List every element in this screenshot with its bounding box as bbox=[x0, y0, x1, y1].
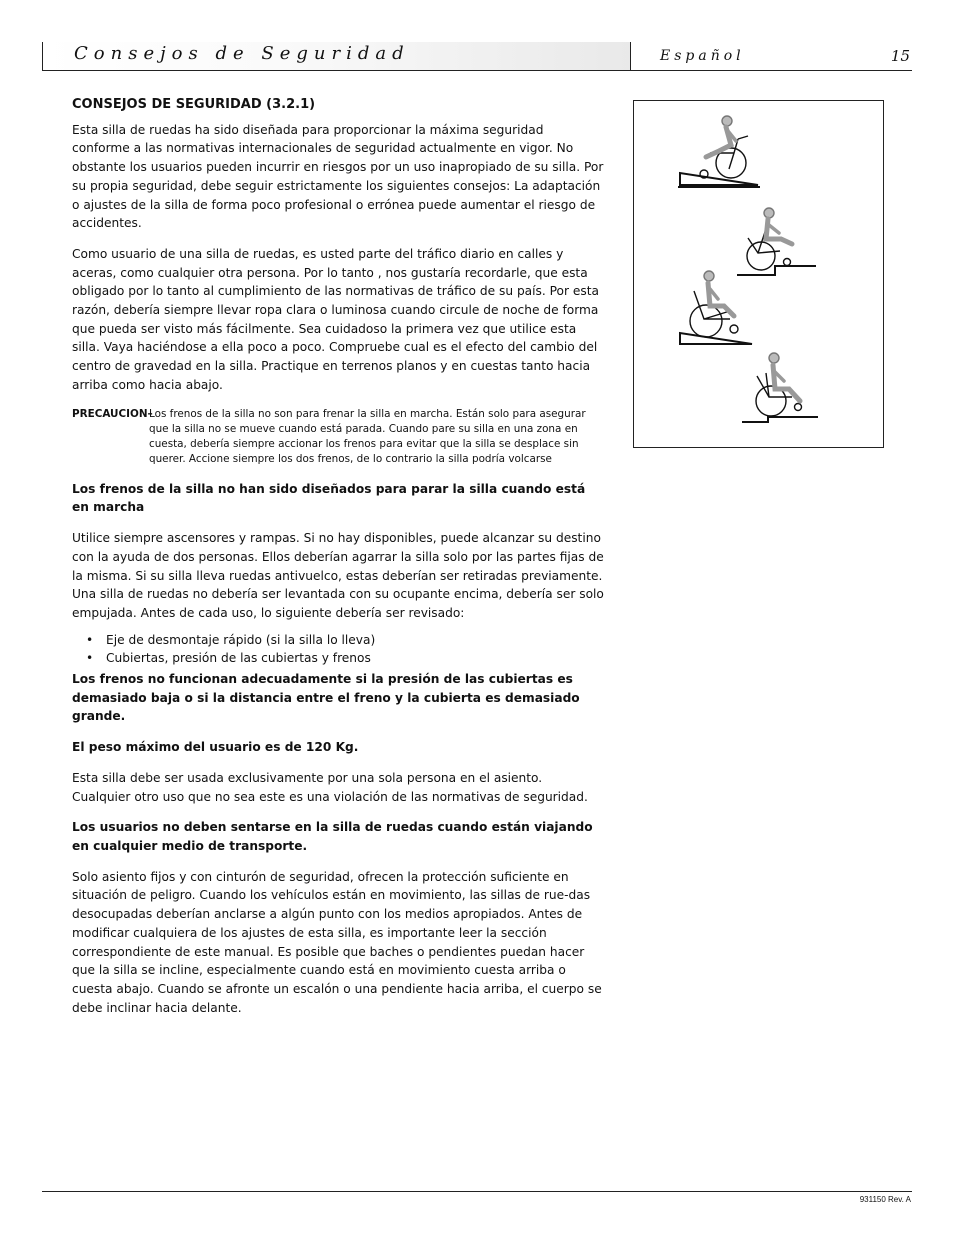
wheelchair-figures-svg bbox=[634, 101, 883, 447]
caution-label: PRECAUCION– bbox=[72, 407, 153, 420]
paragraph-traffic: Como usuario de una silla de ruedas, es usted parte del tráfico diario en calles y aceras, como cualquier otra persona. Por lo tanto , nos gustaría recordarle, que esta obligado por lo tanto al cumplimiento de las normativas de tráfico de su país. Por esta razón, debería siempre llevar ropa clara o luminosa cuando circule de noche de forma que pueda ser visto más fácilmente. Sea cuidadoso la primera vez que utilice esta silla. Vaya haciéndose a ella poco a poco. Compruebe cual es el efecto del cambio del centro de gravedad en la silla. Practique en terrenos planos y en cuestas tanto hacia arriba como hacia abajo. bbox=[72, 246, 599, 392]
paragraph-single-user: Esta silla debe ser usada exclusivamente por una sola persona en el asiento. Cualquier otro uso que no sea este es una violación de las normativas de seguridad. bbox=[72, 770, 588, 804]
paragraph-ramps: Utilice siempre ascensores y rampas. Si no hay disponibles, puede alcanzar su destino con la ayuda de dos personas. Ellos deberían agarrar la silla solo por las partes fijas de la misma. Si su silla lleva ruedas antivuelco, estas deberían ser retiradas previamente. Una silla de ruedas no debería ser levantada con su ocupante encima, debería ser solo empujada. Antes de cada uso, lo siguiente debería ser revisado: bbox=[72, 531, 604, 620]
paragraph-safety-seats: Solo asiento fijos y con cinturón de seguridad, ofrecen la protección suficiente en situación de peligro. Cuando los vehículos están en movimiento, las sillas de rue-das desocupadas deberían anclarse a algún punto con los medios apropiados. Antes de modificar cualquiera de los ajustes de esta silla, es importante leer la sección correspondiente de este manual. Es posible que baches o pendientes puedan hacer que la silla se incline, especialmente cuando está en movimiento cuesta arriba o cuesta abajo. Cuando se afronte un escalón o una pendiente hacia arriba, el cuerpo se debe inclinar hacia delante. bbox=[72, 869, 602, 1015]
paragraph-intro: Esta silla de ruedas ha sido diseñada para proporcionar la máxima seguridad conforme a las normativas internacionales de seguridad actualmente en vigor. No obstante los usuarios pueden incurrir en riesgos por un uso inapropiado de su silla. Por su propia seguridad, debe seguir estrictamente los siguientes consejos: La adaptación o ajustes de la silla de forma poco profesional o errónea puede aumentar el riesgo de accidentes. bbox=[72, 122, 604, 231]
figure-ramp-down bbox=[680, 271, 752, 344]
footer-rule bbox=[42, 1191, 912, 1192]
main-content bbox=[72, 96, 604, 1029]
caution-note bbox=[72, 407, 604, 468]
document-reference: 931150 Rev. A bbox=[859, 1195, 911, 1204]
section-title: CONSEJOS DE SEGURIDAD (3.2.1) bbox=[72, 97, 316, 112]
list-item: • Eje de desmontaje rápido (si la silla lo lleva) bbox=[86, 631, 604, 650]
figure-ramp-up bbox=[678, 116, 760, 187]
page-header-title: Consejos de Seguridad bbox=[74, 43, 410, 64]
wheelchair-illustration bbox=[633, 100, 884, 448]
header-language: Español bbox=[660, 48, 745, 64]
figure-kerb-down bbox=[742, 353, 818, 422]
header-rule bbox=[42, 70, 912, 71]
page-number: 15 bbox=[890, 47, 910, 65]
list-item: • Cubiertas, presión de las cubiertas y frenos bbox=[86, 649, 604, 668]
transport-warning: Los usuarios no deben sentarse en la silla de ruedas cuando están viajando en cualquier medio de transporte. bbox=[72, 820, 593, 853]
tire-pressure-warning: Los frenos no funcionan adecuadamente si la presión de las cubiertas es demasiado baja o si la distancia entre el freno y la cubierta es demasiado grande. bbox=[72, 672, 580, 724]
figure-kerb-step bbox=[737, 208, 816, 275]
checklist bbox=[72, 631, 604, 668]
max-weight-warning: El peso máximo del usuario es de 120 Kg. bbox=[72, 740, 359, 755]
brakes-warning: Los frenos de la silla no han sido diseñados para parar la silla cuando está en marcha bbox=[72, 481, 586, 515]
header-divider bbox=[630, 42, 631, 70]
caution-text: Los frenos de la silla no son para frenar la silla en marcha. Están solo para asegurar que la silla no se mueve cuando está parada. Cuando pare su silla en una zona en cuesta, debería siempre accionar los frenos para evitar que la silla se desplace sin querer. Accione siempre los dos frenos, de lo contrario la silla podría volcarse bbox=[149, 407, 586, 466]
